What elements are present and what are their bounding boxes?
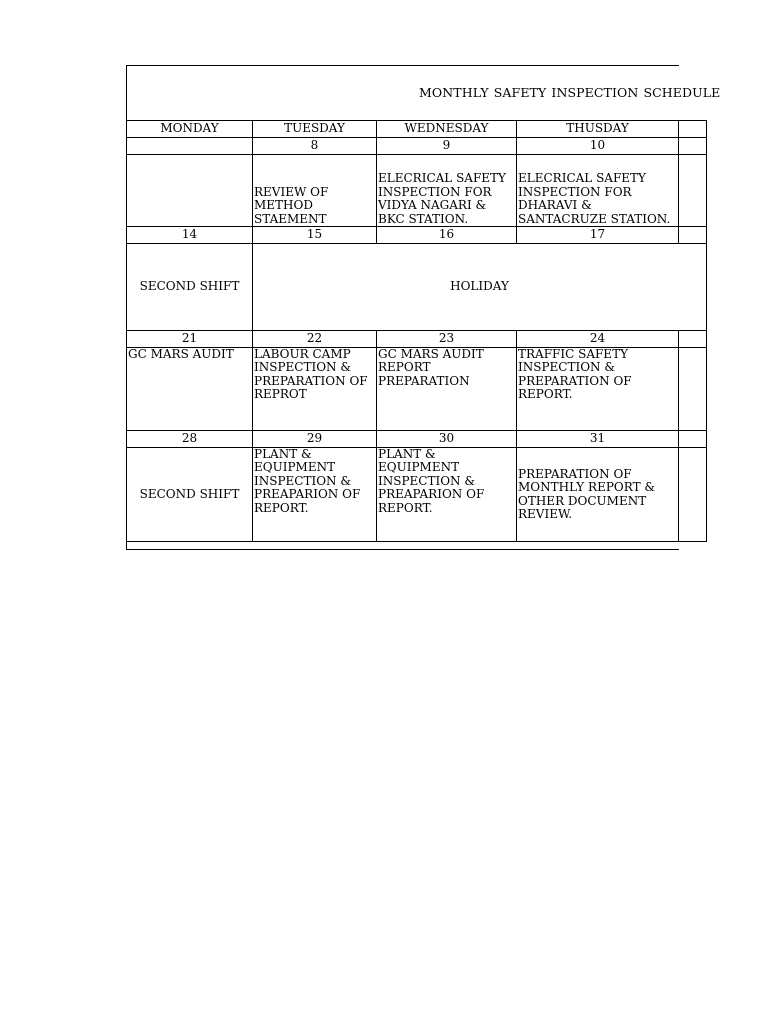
schedule-sheet — [126, 65, 721, 550]
task-cell: TRAFFIC SAFETY INSPECTION & PREPARATION OF REPORT. — [517, 348, 679, 431]
date-cell: 14 — [127, 227, 253, 244]
date-cell: 22 — [253, 331, 377, 348]
page-title: MONTHLY SAFETY INSPECTION SCHEDULE — [419, 85, 721, 100]
task-cell: SECOND SHIFT — [127, 244, 253, 331]
task-cell: PLANT & EQUIPMENT INSPECTION & PREAPARION OF REPORT. — [377, 448, 517, 542]
date-cell: 29 — [253, 431, 377, 448]
task-cell: LABOUR CAMP INSPECTION & PREPARATION OF REPROT — [253, 348, 377, 431]
date-row — [127, 138, 707, 155]
task-cell-overflow — [679, 448, 707, 542]
date-cell: 28 — [127, 431, 253, 448]
date-cell: 31 — [517, 431, 679, 448]
date-cell-overflow — [679, 331, 707, 348]
task-row — [127, 348, 707, 431]
task-cell-overflow — [679, 155, 707, 227]
day-header-overflow — [679, 121, 707, 138]
date-cell: 8 — [253, 138, 377, 155]
date-cell-overflow — [679, 431, 707, 448]
schedule-table — [126, 120, 707, 542]
task-cell: PLANT & EQUIPMENT INSPECTION & PREAPARION OF REPORT. — [253, 448, 377, 542]
task-cell-overflow — [679, 348, 707, 431]
day-header: MONDAY — [127, 121, 253, 138]
date-cell — [127, 138, 253, 155]
day-header: THUSDAY — [517, 121, 679, 138]
date-cell: 24 — [517, 331, 679, 348]
day-header-row — [127, 121, 707, 138]
date-row — [127, 331, 707, 348]
holiday-label: HOLIDAY — [450, 279, 509, 294]
date-cell: 30 — [377, 431, 517, 448]
task-cell: ELECRICAL SAFETY INSPECTION FOR VIDYA NAGARI & BKC STATION. — [377, 155, 517, 227]
date-cell-overflow — [679, 138, 707, 155]
task-cell — [127, 155, 253, 227]
task-cell: SECOND SHIFT — [127, 448, 253, 542]
day-header: TUESDAY — [253, 121, 377, 138]
date-cell-overflow — [679, 227, 707, 244]
day-header: WEDNESDAY — [377, 121, 517, 138]
date-row — [127, 431, 707, 448]
date-cell: 21 — [127, 331, 253, 348]
task-cell: ELECRICAL SAFETY INSPECTION FOR DHARAVI & SANTACRUZE STATION. — [517, 155, 679, 227]
date-row — [127, 227, 707, 244]
task-row — [127, 244, 707, 331]
date-cell: 17 — [517, 227, 679, 244]
date-cell: 15 — [253, 227, 377, 244]
date-cell: 10 — [517, 138, 679, 155]
task-row — [127, 448, 707, 542]
task-row — [127, 155, 707, 227]
task-cell: REVIEW OF METHOD STAEMENT — [253, 155, 377, 227]
task-cell: PREPARATION OF MONTHLY REPORT & OTHER DOCUMENT REVIEW. — [517, 448, 679, 542]
date-cell: 9 — [377, 138, 517, 155]
task-cell: GC MARS AUDIT REPORT PREPARATION — [377, 348, 517, 431]
task-cell: GC MARS AUDIT — [127, 348, 253, 431]
holiday-cell — [253, 244, 707, 331]
date-cell: 16 — [377, 227, 517, 244]
date-cell: 23 — [377, 331, 517, 348]
